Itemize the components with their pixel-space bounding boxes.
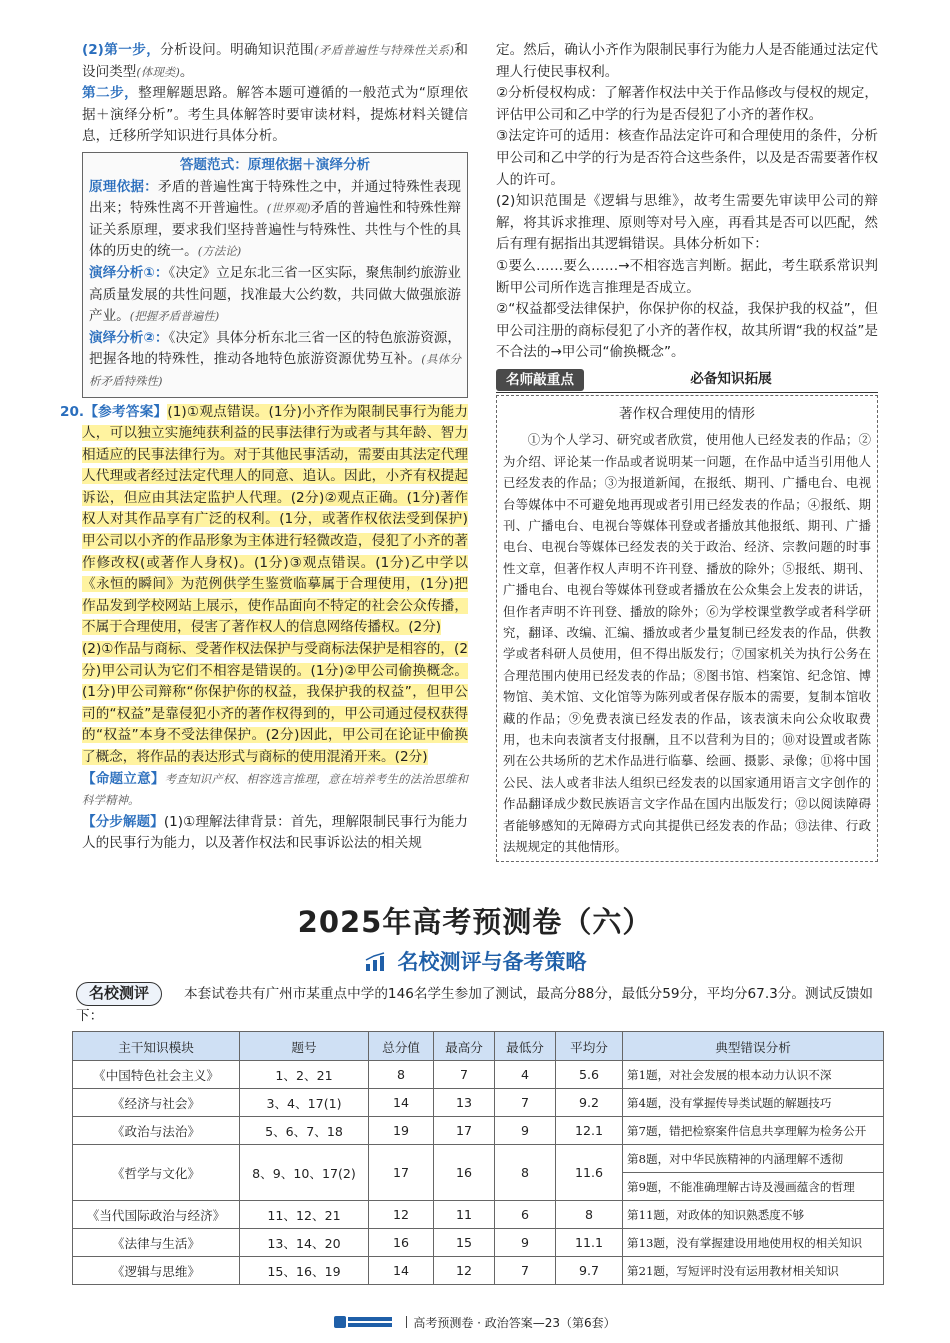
- table-cell-max: 15: [434, 1229, 495, 1257]
- table-header-cell: 主干知识模块: [73, 1032, 240, 1061]
- table-cell-total: 14: [369, 1089, 434, 1117]
- key-points-banner: [496, 368, 878, 393]
- table-cell-module: 《中国特色社会主义》: [73, 1061, 240, 1089]
- table-cell-max: 11: [434, 1201, 495, 1229]
- table-cell-qno: 1、2、21: [240, 1061, 369, 1089]
- right-para-4: (2)知识范围是《逻辑与思维》，故考生需要先审读甲公司的辩解，将其诉求推理、原则等对号入座，再看其是否可以匹配，然后有理有据指出其逻辑错误。具体分析如下：: [496, 193, 878, 253]
- table-header-cell: 典型错误分析: [623, 1032, 884, 1061]
- table-cell-qno: 11、12、21: [240, 1201, 369, 1229]
- table-cell-module: 《哲学与文化》: [73, 1145, 240, 1201]
- table-cell-module: 《政治与法治》: [73, 1117, 240, 1145]
- table-cell-qno: 13、14、20: [240, 1229, 369, 1257]
- table-cell-error: 第9题，不能准确理解古诗及漫画蕴含的哲理: [623, 1173, 884, 1201]
- proposition-intent: 【命题立意】考查知识产权、相容选言推理，意在培养考生的法治思维和科学精神。: [82, 770, 469, 808]
- table-header-cell: 最低分: [495, 1032, 556, 1061]
- table-cell-module: 《逻辑与思维》: [73, 1257, 240, 1285]
- table-cell-avg: 9.2: [556, 1089, 623, 1117]
- table-cell-qno: 15、16、19: [240, 1257, 369, 1285]
- deduction-2: 演绎分析②：《决定》具体分析东北三省一区的特色旅游资源，把握各地的特殊性，推动各地特色旅游资源优势互补。(具体分析矛盾特殊性): [89, 329, 462, 388]
- q20-answer: 20.【参考答案】(1)①观点错误。(1分)小齐作为限制民事行为能力人，可以独立实施纯获利益的民事法律行为或者与其年龄、智力相适应的民事法律行为。对于其他民事活动，需要由其法定代理人代理或者经过法定代理人的同意、追认。因此，小齐有权提起诉讼，但应由其法定监护人代理。(2分)②观点正确。(1分)著作权人对其作品享有广泛的权利。(1分，或著作权依法受到保护)甲公司以小齐的作品形象为主体进行轻微改造，侵犯了小齐的著作修改权(或著作人身权)。(1分)③观点错误。(1分)乙中学以《永恒的瞬间》为范例供学生鉴赏临摹属于合理使用，(1分)把作品发到学校网站上展示，使作品面向不特定的社会公众传播，不属于合理使用，侵害了著作权人的信息网络传播权。(2分): [60, 403, 469, 636]
- banner-label: 名师敲重点: [496, 369, 584, 391]
- answer-pattern-title: 答题范式：原理依据＋演绎分析: [179, 156, 371, 173]
- answer-pattern-box: [82, 152, 468, 398]
- right-para-2: ②分析侵权构成：了解著作权法中关于作品修改与侵权的规定，评估甲公司和乙中学的行为是否侵犯了小齐的著作权。: [496, 85, 878, 123]
- table-cell-error: 第4题，没有掌握传导类试题的解题技巧: [623, 1089, 884, 1117]
- table-header-cell: 最高分: [434, 1032, 495, 1061]
- table-cell-error: 第13题，没有掌握建设用地使用权的相关知识: [623, 1229, 884, 1257]
- table-cell-total: 17: [369, 1145, 434, 1201]
- table-cell-total: 12: [369, 1201, 434, 1229]
- table-row: [73, 1145, 884, 1173]
- table-cell-total: 19: [369, 1117, 434, 1145]
- exam-title: 2025年高考预测卷（六）: [297, 905, 653, 939]
- table-cell-total: 14: [369, 1257, 434, 1285]
- table-row: [73, 1229, 884, 1257]
- table-cell-module: 《经济与社会》: [73, 1089, 240, 1117]
- section-subtitle: 名校测评与备考策略: [0, 946, 950, 976]
- left-para-1: (2)第一步，分析设问。明确知识范围(矛盾普遍性与特殊性关系)和设问类型(体现类)。: [82, 42, 469, 80]
- table-cell-avg: 9.7: [556, 1257, 623, 1285]
- table-cell-error: 第8题，对中华民族精神的内涵理解不透彻: [623, 1145, 884, 1173]
- table-cell-error: 第21题，写短评时没有运用教材相关知识: [623, 1257, 884, 1285]
- bar-chart-icon: [364, 952, 388, 972]
- table-row: [73, 1061, 884, 1089]
- extension-text: ①为个人学习、研究或者欣赏，使用他人已经发表的作品；②为介绍、评论某一作品或者说明某一问题，在作品中适当引用他人已经发表的作品；③为报道新闻，在报纸、期刊、广播电台、电视台等媒体中不可避免地再现或者引用已经发表的作品；④报纸、期刊、广播电台、电视台等媒体刊登或者播放其他报纸、期刊、广播电台、电视台等媒体已经发表的关于政治、经济、宗教问题的时事性文章，但著作权人声明不许刊登、播放的除外；⑤报纸、期刊、广播电台、电视台等媒体刊登或者播放在公众集会上发表的讲话，但作者声明不许刊登、播放的除外；⑥为学校课堂教学或者科学研究，翻译、改编、汇编、播放或者少量复制已经发表的作品，供教学或者科研人员使用，但不得出版发行；⑦国家机关为执行公务在合理范围内使用已经发表的作品；⑧图书馆、档案馆、纪念馆、博物馆、美术馆、文化馆等为陈列或者保存版本的需要，复制本馆收藏的作品；⑨免费表演已经发表的作品，该表演未向公众收取费用，也未向表演者支付报酬，且不以营利为目的；⑩对设置或者陈列在公共场所的艺术作品进行临摹、绘画、摄影、录像；⑪将中国公民、法人或者非法人组织已经发表的以国家通用语言文字创作的作品翻译成少数民族语言文字作品在国内出版发行；⑫以阅读障碍者能够感知的无障碍方式向其提供已经发表的作品；⑬法律、行政法规规定的其他情形。: [503, 432, 871, 855]
- step-solution: 【分步解题】(1)①理解法律背景：首先，理解限制民事行为能力人的民事行为能力，以及著作权法和民事诉讼法的相关规: [82, 813, 468, 852]
- table-cell-module: 《法律与生活》: [73, 1229, 240, 1257]
- table-header-cell: 总分值: [369, 1032, 434, 1061]
- table-cell-error: 第1题，对社会发展的根本动力认识不深: [623, 1061, 884, 1089]
- table-cell-qno: 5、6、7、18: [240, 1117, 369, 1145]
- table-header-cell: 题号: [240, 1032, 369, 1061]
- table-cell-max: 16: [434, 1145, 495, 1201]
- table-cell-module: 《当代国际政治与经济》: [73, 1201, 240, 1229]
- q20-answer-2: (2)①作品与商标、受著作权法保护与受商标法保护是相容的，(2分)甲公司认为它们不相容是错误的。(1分)②甲公司偷换概念。(1分)甲公司辩称“你保护你的权益，我保护我的权益”，但甲公司的“权益”是靠侵犯小齐的著作权得到的，甲公司通过侵权获得的“权益”本身不受法律保护。(2分)因此，甲公司在论证中偷换了概念，将作品的表达形式与商标的使用混淆开来。(2分): [82, 641, 468, 765]
- page-footer: [0, 1314, 950, 1331]
- knowledge-extension-box: [496, 395, 878, 863]
- table-cell-total: 16: [369, 1229, 434, 1257]
- right-column: [496, 40, 878, 862]
- publisher-logo-icon: [334, 1315, 394, 1329]
- right-para-6: ②“权益都受法律保护，你保护你的权益，我保护我的权益”，但甲公司注册的商标侵犯了小齐的著作权，故其所谓“我的权益”是不合法的→甲公司“偷换概念”。: [496, 301, 878, 361]
- table-cell-avg: 12.1: [556, 1117, 623, 1145]
- table-cell-qno: 3、4、17(1): [240, 1089, 369, 1117]
- table-row: [73, 1117, 884, 1145]
- table-cell-max: 17: [434, 1117, 495, 1145]
- evaluation-intro: 名校测评 本套试卷共有广州市某重点中学的146名学生参加了测试，最高分88分，最低分59分，平均分67.3分。测试反馈如下：: [76, 984, 873, 1024]
- table-cell-avg: 8: [556, 1201, 623, 1229]
- footer-text: 高考预测卷 · 政治答案—23（第6套）: [413, 1316, 616, 1330]
- table-cell-qno: 8、9、10、17(2): [240, 1145, 369, 1201]
- table-cell-min: 7: [495, 1257, 556, 1285]
- right-para-1: 定。然后，确认小齐作为限制民事行为能力人是否能通过法定代理人行使民事权利。: [496, 42, 878, 80]
- table-cell-avg: 5.6: [556, 1061, 623, 1089]
- table-cell-min: 9: [495, 1117, 556, 1145]
- left-column: [60, 40, 469, 855]
- right-para-5: ①要么……要么……→不相容选言判断。据此，考生联系常识判断甲公司所作选言推理是否成立。: [496, 257, 878, 296]
- table-row: [73, 1089, 884, 1117]
- table-cell-min: 6: [495, 1201, 556, 1229]
- banner-subtitle: 必备知识拓展: [690, 371, 772, 388]
- table-cell-min: 9: [495, 1229, 556, 1257]
- table-cell-min: 4: [495, 1061, 556, 1089]
- table-cell-min: 8: [495, 1145, 556, 1201]
- extension-title: 著作权合理使用的情形: [619, 405, 755, 422]
- table-header-row: [73, 1032, 884, 1061]
- deduction-1: 演绎分析①：《决定》立足东北三省一区实际，聚焦制约旅游业高质量发展的共性问题，找准最大公约数，共同做大做强旅游产业。(把握矛盾普遍性): [89, 264, 462, 325]
- table-row: [73, 1257, 884, 1285]
- table-cell-max: 12: [434, 1257, 495, 1285]
- right-para-3: ③法定许可的适用：核查作品法定许可和合理使用的条件，分析甲公司和乙中学的行为是否符合这些条件，以及是否需要著作权人的许可。: [496, 128, 878, 188]
- principle-basis: 原理依据：矛盾的普遍性寓于特殊性之中，并通过特殊性表现出来；特殊性离不开普遍性。(世界观)矛盾的普遍性和特殊性辩证关系原理，要求我们坚持普遍性与特殊性、共性与个性的具体的历史的统一。(方法论): [89, 178, 462, 260]
- table-cell-min: 7: [495, 1089, 556, 1117]
- table-body: [73, 1061, 884, 1285]
- table-cell-error: 第11题，对政体的知识熟悉度不够: [623, 1201, 884, 1229]
- evaluation-badge: 名校测评: [76, 982, 162, 1006]
- table-cell-avg: 11.1: [556, 1229, 623, 1257]
- left-para-2: 第二步，整理解题思路。解答本题可遵循的一般范式为“原理依据＋演绎分析”。考生具体解答时要审读材料，提炼材料关键信息，迁移所学知识进行具体分析。: [82, 85, 469, 145]
- table-cell-max: 13: [434, 1089, 495, 1117]
- table-header-cell: 平均分: [556, 1032, 623, 1061]
- score-table: [72, 1031, 884, 1285]
- table-cell-total: 8: [369, 1061, 434, 1089]
- table-cell-error: 第7题，错把检察案件信息共享理解为检务公开: [623, 1117, 884, 1145]
- table-cell-avg: 11.6: [556, 1145, 623, 1201]
- table-row: [73, 1201, 884, 1229]
- table-cell-max: 7: [434, 1061, 495, 1089]
